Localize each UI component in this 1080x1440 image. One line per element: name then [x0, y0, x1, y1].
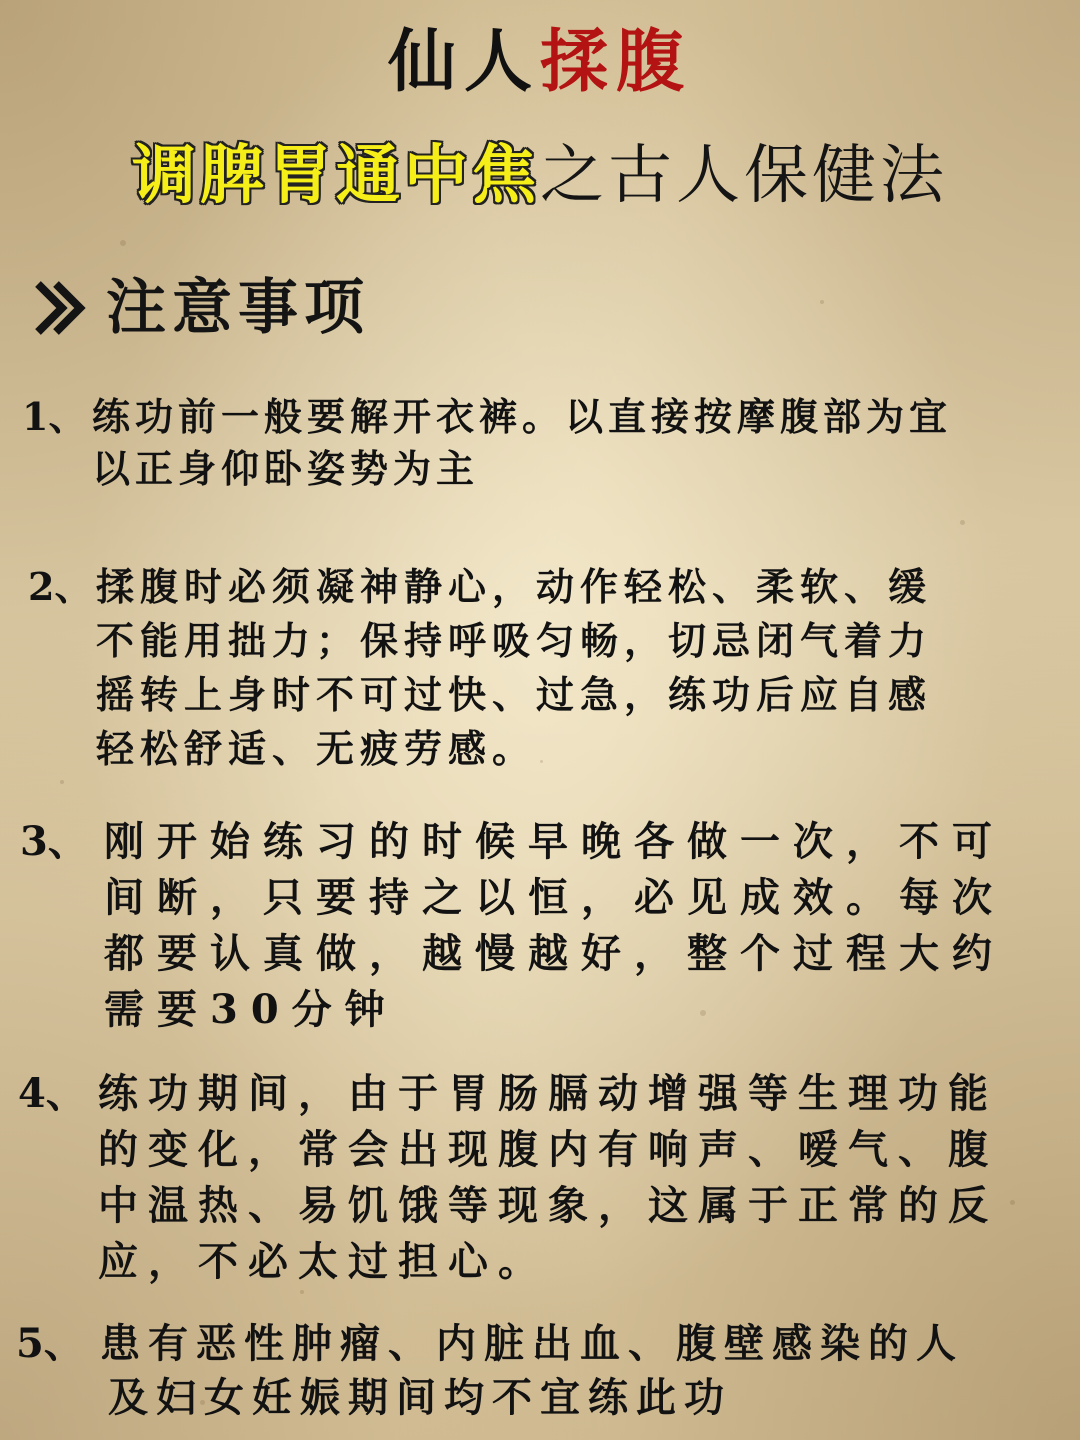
section-heading-text: 注意事项 [106, 273, 370, 343]
item-number: 2、 [28, 564, 93, 609]
item-line: 患有恶性肿瘤、内脏出血、腹壁感染的人 [100, 1320, 964, 1367]
item-number: 5、 [16, 1320, 84, 1367]
item-line: 揉腹时必须凝神静心，动作轻松、柔软、缓 [96, 564, 933, 609]
item-number: 3、 [20, 818, 88, 865]
item-line: 中温热、易饥饿等现象，这属于正常的反 [98, 1182, 998, 1229]
item-line: 应，不必太过担心。 [98, 1238, 548, 1285]
item-line: 以正身仰卧姿势为主 [92, 446, 480, 491]
subtitle-rest: 之古人保健法 [540, 139, 948, 213]
section-heading [28, 268, 370, 348]
subtitle-highlight: 调脾胃通中焦 [132, 138, 540, 213]
page-title [0, 22, 1080, 102]
item-line: 摇转上身时不可过快、过急，练功后应自感 [96, 672, 933, 717]
item-line: 的变化，常会出现腹内有响声、嗳气、腹 [98, 1126, 998, 1173]
item-line: 练功前一般要解开衣裤。以直接按摩腹部为宜 [92, 394, 953, 439]
title-part-2: 揉腹 [540, 22, 693, 102]
title-part-1: 仙人 [387, 22, 540, 102]
item-line: 都要认真做，越慢越好，整个过程大约 [104, 930, 1005, 977]
page-subtitle [0, 134, 1080, 218]
item-number: 1、 [22, 394, 87, 439]
item-line: 及妇女妊娠期间均不宜练此功 [108, 1374, 732, 1421]
item-line: 刚开始练习的时候早晚各做一次，不可 [104, 818, 1005, 865]
double-chevron-icon [28, 276, 92, 340]
item-line: 不能用拙力；保持呼吸匀畅，切忌闭气着力 [96, 618, 933, 663]
item-line: 需要30分钟 [104, 986, 398, 1033]
item-line: 间断，只要持之以恒，必见成效。每次 [104, 874, 1005, 921]
item-line: 练功期间，由于胃肠膈动增强等生理功能 [98, 1070, 998, 1117]
item-line: 轻松舒适、无疲劳感。 [96, 726, 537, 771]
item-number: 4、 [18, 1070, 86, 1117]
